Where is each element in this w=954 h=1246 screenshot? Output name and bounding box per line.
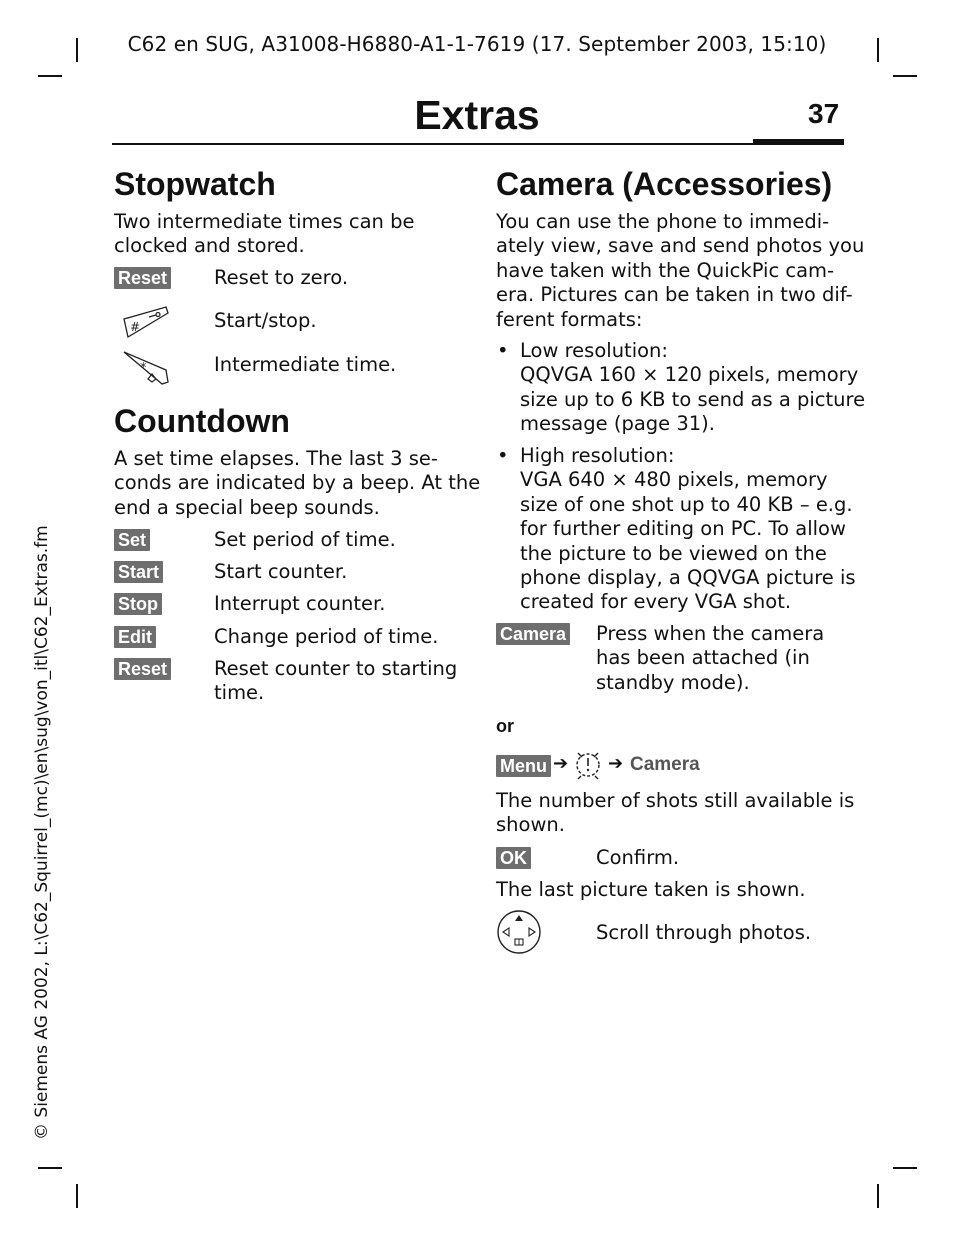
text-line: A set time elapses. The last 3 se-	[114, 447, 438, 470]
camera-heading: Camera (Accessories)	[496, 166, 833, 202]
crop-mark	[76, 1184, 78, 1208]
text-line: shown.	[496, 813, 565, 837]
or-label: or	[496, 716, 514, 736]
countdown-heading: Countdown	[114, 403, 290, 439]
crop-mark	[38, 75, 62, 77]
reset-counter-key[interactable]: Reset	[114, 658, 171, 680]
text-line: for further editing on PC. To allow	[520, 517, 846, 541]
text-line: High resolution:	[520, 444, 675, 467]
text-line: VGA 640 × 480 pixels, memory	[520, 468, 828, 492]
crop-mark	[38, 1167, 62, 1169]
text-line: Two intermediate times can be	[114, 210, 415, 233]
hash-key-icon	[122, 305, 170, 339]
intermediate-desc: Intermediate time.	[214, 353, 397, 376]
alarm-clock-icon	[573, 748, 603, 780]
camera-key-desc	[596, 622, 824, 695]
arrow-icon: ➔	[608, 753, 624, 774]
start-key[interactable]: Start	[114, 561, 163, 583]
text-line: has been attached (in	[596, 646, 810, 670]
set-key[interactable]: Set	[114, 529, 150, 551]
text-line: conds are indicated by a beep. At the	[114, 471, 481, 495]
text-line: end a special beep sounds.	[114, 495, 380, 519]
arrow-icon: ➔	[553, 753, 569, 774]
stop-key[interactable]: Stop	[114, 593, 162, 615]
text-line: The number of shots still available is	[496, 789, 855, 812]
text-line: size of one shot up to 40 KB – e.g.	[520, 492, 853, 516]
countdown-intro	[114, 447, 480, 520]
text-line: the picture to be viewed on the	[520, 541, 827, 565]
start-stop-desc: Start/stop.	[214, 309, 317, 332]
last-picture-text: The last picture taken is shown.	[496, 878, 806, 901]
crop-mark	[893, 1167, 917, 1169]
menu-key[interactable]: Menu	[496, 755, 551, 777]
reset-counter-desc	[214, 657, 457, 706]
set-desc: Set period of time.	[214, 528, 396, 551]
bullet-text	[520, 339, 865, 437]
camera-key[interactable]: Camera	[496, 623, 570, 645]
document-header: C62 en SUG, A31008-H6880-A1-1-7619 (17. September 2003, 15:10)	[127, 32, 827, 56]
stop-desc: Interrupt counter.	[214, 592, 386, 615]
svg-text:#: #	[130, 320, 141, 334]
reset-desc: Reset to zero.	[214, 266, 349, 289]
star-key-icon	[122, 350, 170, 386]
camera-intro	[496, 210, 864, 332]
text-line: standby mode).	[596, 670, 750, 694]
text-line: QQVGA 160 × 120 pixels, memory	[520, 363, 859, 387]
ok-key[interactable]: OK	[496, 847, 531, 869]
text-line: Low resolution:	[520, 339, 668, 362]
page-number-rule	[753, 139, 844, 144]
menu-item-camera[interactable]: Camera	[630, 754, 700, 775]
text-line: ferent formats:	[496, 307, 643, 331]
text-line: phone display, a QQVGA picture is	[520, 566, 856, 590]
text-line: have taken with the QuickPic cam-	[496, 258, 835, 282]
page-title: Extras	[414, 92, 540, 138]
text-line: ately view, save and send photos you	[496, 234, 865, 258]
page-number: 37	[808, 98, 840, 129]
text-line: You can use the phone to immedi-	[496, 210, 830, 233]
shots-available-text	[496, 789, 854, 838]
ok-desc: Confirm.	[596, 846, 680, 869]
title-rule	[112, 143, 844, 145]
text-line: Reset counter to starting	[214, 657, 458, 680]
text-line: time.	[214, 681, 265, 705]
start-desc: Start counter.	[214, 560, 348, 583]
navigation-key-icon	[496, 910, 542, 954]
text-line: clocked and stored.	[114, 234, 305, 258]
text-line: created for every VGA shot.	[520, 590, 792, 614]
stopwatch-heading: Stopwatch	[114, 166, 276, 202]
crop-mark	[893, 75, 917, 77]
scroll-desc: Scroll through photos.	[596, 921, 812, 944]
edit-key[interactable]: Edit	[114, 626, 156, 648]
bullet-text	[520, 444, 856, 615]
text-line: size up to 6 KB to send as a picture	[520, 387, 866, 411]
stopwatch-intro	[114, 210, 414, 259]
text-line: era. Pictures can be taken in two dif-	[496, 283, 853, 307]
side-file-note: © Siemens AG 2002, L:\C62_Squirrel_(mc)\en\sug\von_itl\C62_Extras.fm	[32, 525, 52, 1140]
bullet-mark: •	[497, 339, 509, 362]
text-line: message (page 31).	[520, 412, 715, 436]
crop-mark	[877, 1184, 879, 1208]
edit-desc: Change period of time.	[214, 625, 439, 648]
reset-key[interactable]: Reset	[114, 267, 171, 289]
text-line: Press when the camera	[596, 622, 825, 645]
bullet-mark: •	[497, 444, 509, 467]
svg-text:*: *	[140, 361, 147, 376]
